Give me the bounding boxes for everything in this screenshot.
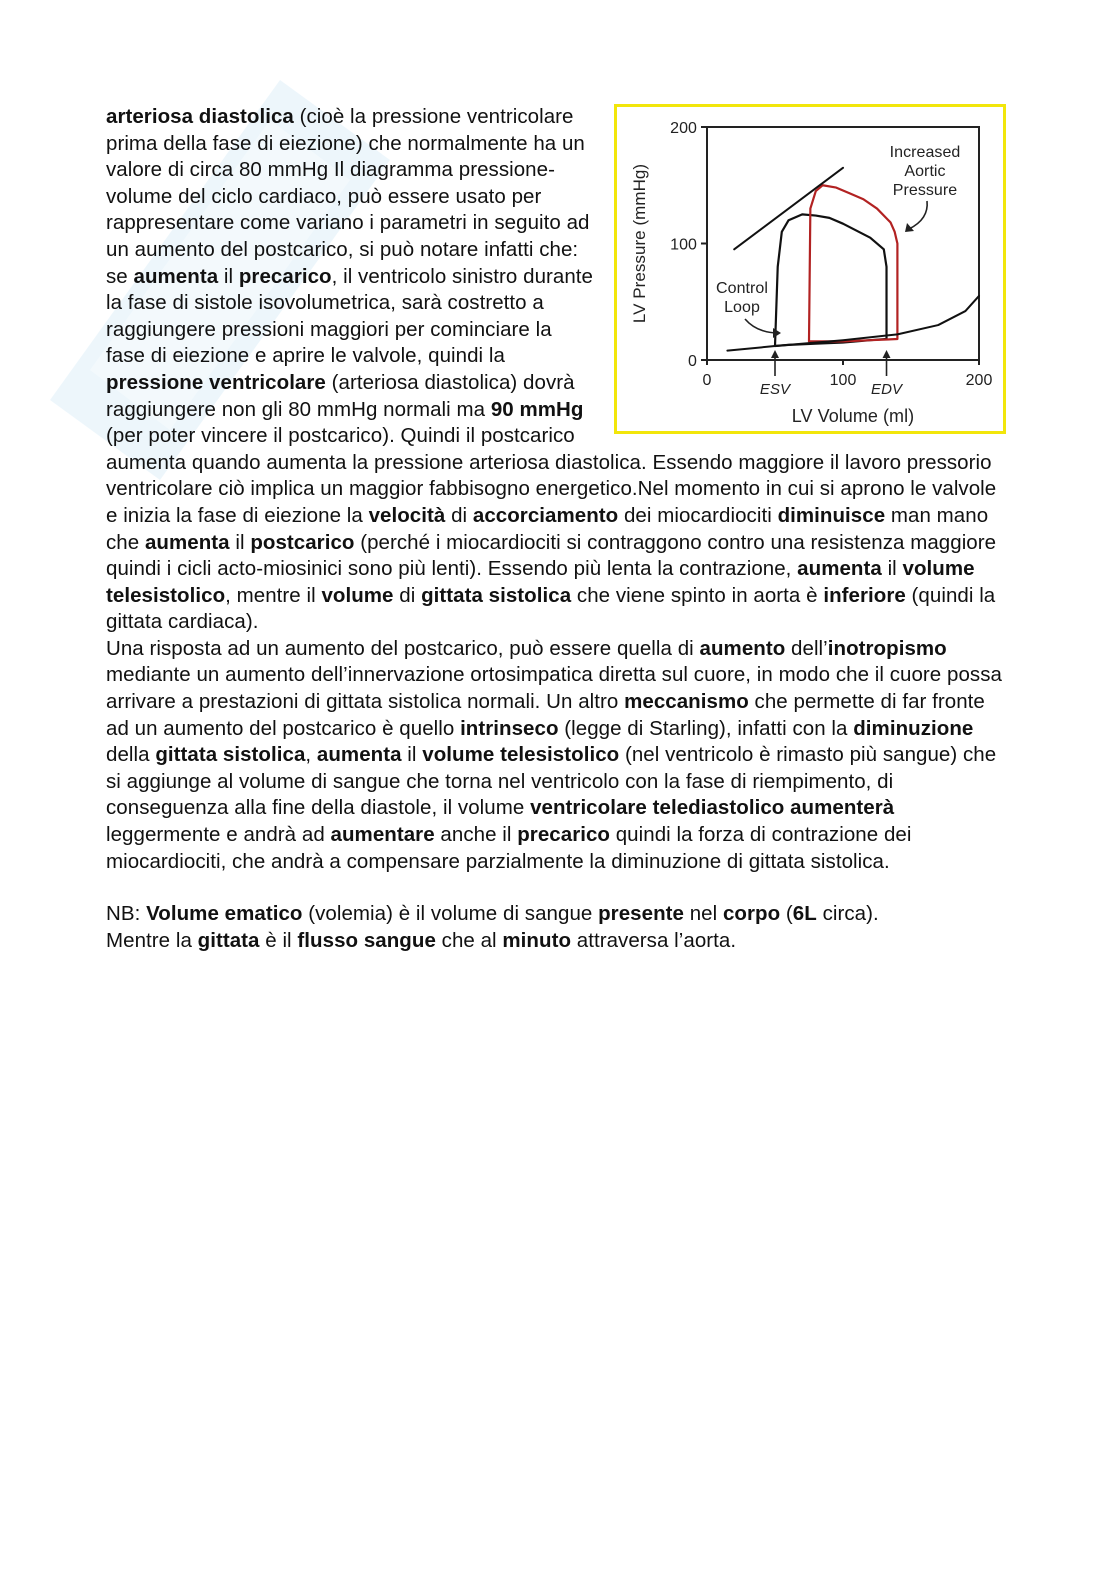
bold-run: aumento [699,636,786,660]
bold-run: volume telesistolico [106,557,975,607]
bold-run: corpo [722,902,781,926]
edv-arrow-head [883,350,891,358]
bold-run: gittata sistolica [421,583,572,607]
bold-run: pressione ventricolare [106,370,326,394]
text-run: dell’ [785,636,828,660]
text-run: attraversa l’aorta. [571,928,737,952]
paragraph-4 [106,928,1006,955]
increased-label-line3: Pressure [892,182,958,199]
text-run: il [401,743,423,767]
bold-run: precarico [238,264,332,288]
bold-run: 90 mmHg [490,397,584,421]
text-run: che permette di far fronte ad un aumento del postcarico è quello [106,690,985,740]
text-run: NB: [106,902,147,926]
text-run: , [305,743,317,767]
control-label-line2: Loop [724,299,760,316]
x-tick-label: 200 [965,372,993,389]
bold-run: minuto [502,928,572,952]
increased-label-line2: Aortic [904,163,946,180]
bold-run: Volume ematico [146,902,303,926]
text-run: , il ventricolo sinistro durante la fase di sistole isovolumetrica, sarà costretto a raggiungere pressioni maggiori per cominciare la fase di eiezione e aprire le valvole, quindi la [106,264,593,368]
increased-pointer-arrow [909,201,927,229]
pv-loop-figure [614,104,1006,434]
text-run: dei miocardiociti [618,503,778,527]
y-tick-label: 0 [688,353,697,370]
text-run: ( [780,902,793,926]
document-body [106,104,1006,954]
text-run: Mentre la [106,928,198,952]
control-label-line1: Control [716,280,768,297]
text-run: che al [435,928,503,952]
bold-run: aumenta [133,264,219,288]
bold-run: inotropismo [827,636,947,660]
text-run: (quindi la gittata cardiaca). [106,583,996,634]
text-run: quindi la forza di contrazione dei miocardiociti, che andrà a compensare parzialmente la diminuzione di gittata sistolica. [106,823,912,873]
bold-run: gittata [197,928,260,952]
x-axis-label: LV Volume (ml) [791,406,915,426]
bold-run: volume telesistolico [422,743,620,767]
text-run: circa). [816,902,879,926]
x-tick-label: 100 [829,372,857,389]
y-axis-label: LV Pressure (mmHg) [630,163,649,324]
bold-run: postcarico [250,530,355,554]
bold-run: diminuzione [853,716,974,740]
y-tick-label: 100 [670,236,697,254]
espvr-line [734,168,843,250]
text-run: nel [683,902,723,926]
bold-run: diminuisce [777,503,886,527]
text-run: (per poter vincere il postcarico). Quindi il postcarico aumenta quando aumenta la pressione arteriosa diastolica. Essendo maggiore il lavoro pressorio ventricolare ciò implica un maggior fabbisogno energetico.Nel momento in cui si aprono le valvole e inizia la fase di eiezione la [106,424,997,527]
paragraph-2 [106,636,1006,875]
control-loop-line [775,214,887,346]
bold-run: gittata sistolica [155,743,306,767]
bold-run: inferiore [823,583,906,607]
text-run: (volemia) è il volume di sangue [302,902,599,926]
paragraph-3 [106,901,1006,928]
text-run: anche il [434,823,518,847]
text-run: il [881,557,903,581]
x-tick-label: 0 [702,372,712,389]
text-run: della [106,743,156,767]
bold-run: meccanismo [624,690,749,714]
text-run: il [218,264,239,288]
text-run: di [445,503,473,527]
increased-aortic-pressure-line [809,185,897,341]
text-run: che viene spinto in aorta è [571,583,824,607]
text-run: (cioè la pressione ventricolare prima della fase di eiezione) che normalmente ha un valore di circa 80 mmHg Il diagramma pressione-volume del ciclo cardiaco, può essere usato per rappresentare come variano i parametri in seguito ad un aumento del postcarico, si può notare infatti che: se [106,105,590,288]
text-run: (nel ventricolo è rimasto più sangue) che si aggiunge al volume di sangue che torna nel ventricolo con la fase di riempimento, di conseguenza alla fine della diastole, il volume [106,743,997,820]
text-run: leggermente e andrà ad [106,823,331,847]
bold-run: precarico [517,823,610,847]
text-run: (perché i miocardiociti si contraggono contro una resistenza maggiore quindi i cicli acto-miosinici sono più lenti). Essendo più lenta la contrazione, [106,530,997,581]
text-run: di [393,583,422,607]
bold-run: flusso sangue [297,928,436,952]
pv-loop-chart [617,107,1003,431]
text-run: Una risposta ad un aumento del postcarico, può essere quella di [106,636,700,660]
text-run: (legge di Starling), infatti con la [558,716,854,740]
bold-run: velocità [368,503,446,527]
edv-label: EDV [871,381,903,398]
bold-run: aumenta [797,557,882,581]
text-run: man mano che [106,503,989,554]
bold-run: arteriosa diastolica [106,105,294,128]
y-tick-label: 200 [670,120,697,137]
bold-run: aumentare [330,823,435,847]
control-pointer-arrow-head [773,328,781,338]
text-run: , mentre il [225,583,322,607]
bold-run: volume [321,583,394,607]
bold-run: aumenta [316,743,402,767]
bold-run: aumenta [144,530,230,554]
text-run: il [229,530,251,554]
text-run: è il [259,928,298,952]
bold-run: accorciamento [472,503,619,527]
text-run: mediante un aumento dell’innervazione ortosimpatica diretta sul cuore, in modo che il cuore possa arrivare a prestazioni di gittata sistolica normali. Un altro [106,663,1002,714]
bold-run: presente [598,902,684,926]
esv-label: ESV [759,381,791,398]
increased-label-line1: Increased [889,144,961,161]
bold-run: intrinseco [460,716,559,740]
esv-arrow-head [771,350,779,358]
bold-run: 6L [792,902,817,926]
text-run: (arteriosa diastolica) dovrà raggiungere non gli 80 mmHg normali ma [106,370,575,421]
bold-run: ventricolare telediastolico aumenterà [530,796,895,820]
